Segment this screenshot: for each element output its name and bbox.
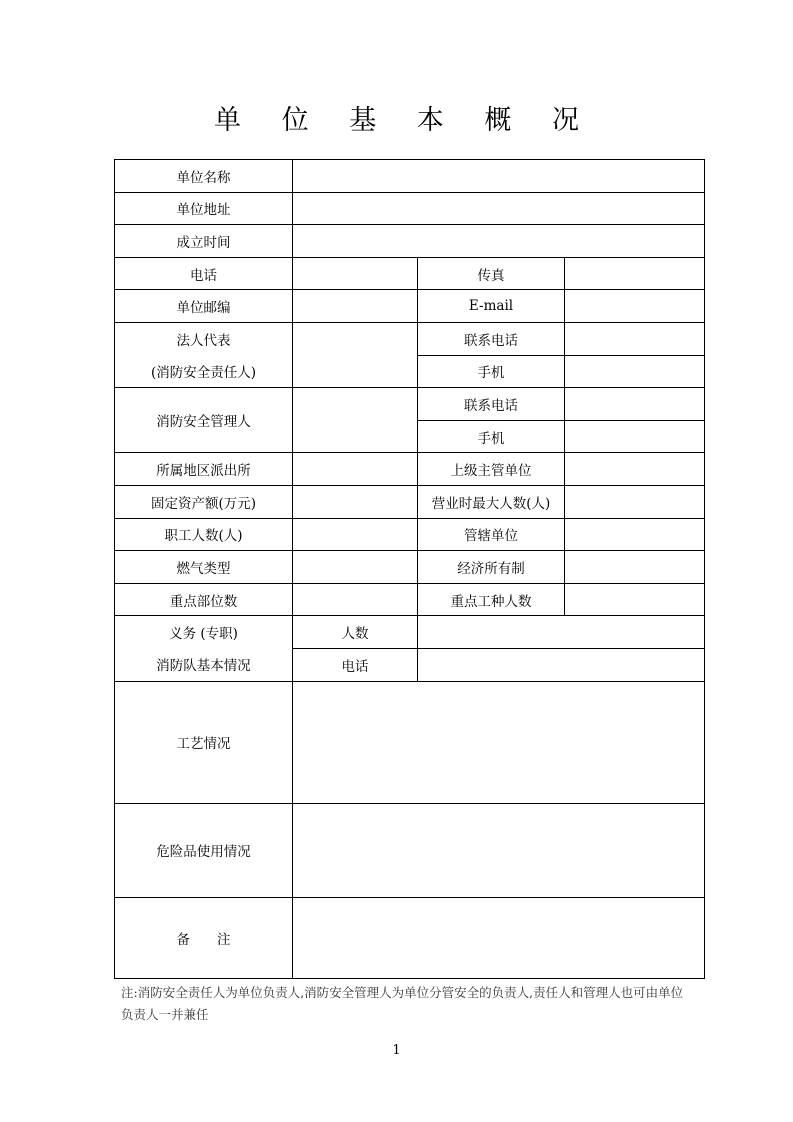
unit-info-table <box>114 159 705 979</box>
legal-rep-mobile-label: 手机 <box>418 355 565 388</box>
fixed-assets-field[interactable] <box>293 485 418 518</box>
unit-name-field[interactable] <box>293 160 705 193</box>
key-parts-field[interactable] <box>293 583 418 616</box>
footnote: 注:消防安全责任人为单位负责人,消防安全管理人为单位分管安全的负责人,责任人和管理人也可由单位负责人一并兼任 <box>121 985 684 1022</box>
legal-rep-mobile-field[interactable] <box>565 355 705 388</box>
brigade-label-line2: 消防队基本情况 <box>156 658 251 675</box>
manager-mobile-field[interactable] <box>565 420 705 453</box>
police-station-label: 所属地区派出所 <box>115 453 293 486</box>
fax-label: 传真 <box>418 257 565 290</box>
founded-time-label: 成立时间 <box>115 225 293 258</box>
jurisdiction-unit-field[interactable] <box>565 518 705 551</box>
phone-label: 电话 <box>115 257 293 290</box>
brigade-label <box>115 616 293 681</box>
brigade-headcount-label: 人数 <box>293 616 418 649</box>
legal-rep-contact-phone-label: 联系电话 <box>418 322 565 355</box>
unit-address-field[interactable] <box>293 192 705 225</box>
postcode-field[interactable] <box>293 290 418 323</box>
process-label: 工艺情况 <box>115 681 293 804</box>
remarks-field[interactable] <box>293 897 705 979</box>
hazmat-label: 危险品使用情况 <box>115 804 293 898</box>
staff-count-field[interactable] <box>293 518 418 551</box>
safety-manager-label: 消防安全管理人 <box>115 388 293 453</box>
postcode-label: 单位邮编 <box>115 290 293 323</box>
phone-field[interactable] <box>293 257 418 290</box>
manager-mobile-label: 手机 <box>418 420 565 453</box>
fax-field[interactable] <box>565 257 705 290</box>
page-title: 单 位 基 本 概 况 <box>214 105 595 136</box>
unit-name-label: 单位名称 <box>115 160 293 193</box>
ownership-label: 经济所有制 <box>418 551 565 584</box>
unit-address-label: 单位地址 <box>115 192 293 225</box>
gas-type-field[interactable] <box>293 551 418 584</box>
legal-rep-label-line2: (消防安全责任人) <box>150 365 257 382</box>
max-occupancy-field[interactable] <box>565 485 705 518</box>
process-field[interactable] <box>293 681 705 804</box>
founded-time-field[interactable] <box>293 225 705 258</box>
remarks-label: 备 注 <box>115 897 293 979</box>
key-workers-field[interactable] <box>565 583 705 616</box>
gas-type-label: 燃气类型 <box>115 551 293 584</box>
manager-contact-phone-label: 联系电话 <box>418 388 565 421</box>
hazmat-field[interactable] <box>293 804 705 898</box>
brigade-phone-field[interactable] <box>418 648 705 681</box>
staff-count-label: 职工人数(人) <box>115 518 293 551</box>
jurisdiction-unit-label: 管辖单位 <box>418 518 565 551</box>
legal-rep-contact-phone-field[interactable] <box>565 322 705 355</box>
fixed-assets-label: 固定资产额(万元) <box>115 485 293 518</box>
superior-unit-field[interactable] <box>565 453 705 486</box>
ownership-field[interactable] <box>565 551 705 584</box>
brigade-phone-label: 电话 <box>293 648 418 681</box>
superior-unit-label: 上级主管单位 <box>418 453 565 486</box>
email-field[interactable] <box>565 290 705 323</box>
key-workers-label: 重点工种人数 <box>418 583 565 616</box>
key-parts-label: 重点部位数 <box>115 583 293 616</box>
legal-rep-label <box>115 322 293 387</box>
police-station-field[interactable] <box>293 453 418 486</box>
legal-rep-field[interactable] <box>293 322 418 387</box>
legal-rep-label-line1: 法人代表 <box>176 333 231 350</box>
manager-contact-phone-field[interactable] <box>565 388 705 421</box>
page-number: 1 <box>392 1043 401 1058</box>
max-occupancy-label: 营业时最大人数(人) <box>418 485 565 518</box>
email-label: E-mail <box>418 290 565 323</box>
brigade-headcount-field[interactable] <box>418 616 705 649</box>
safety-manager-field[interactable] <box>293 388 418 453</box>
brigade-label-line1: 义务 (专职) <box>169 626 238 643</box>
